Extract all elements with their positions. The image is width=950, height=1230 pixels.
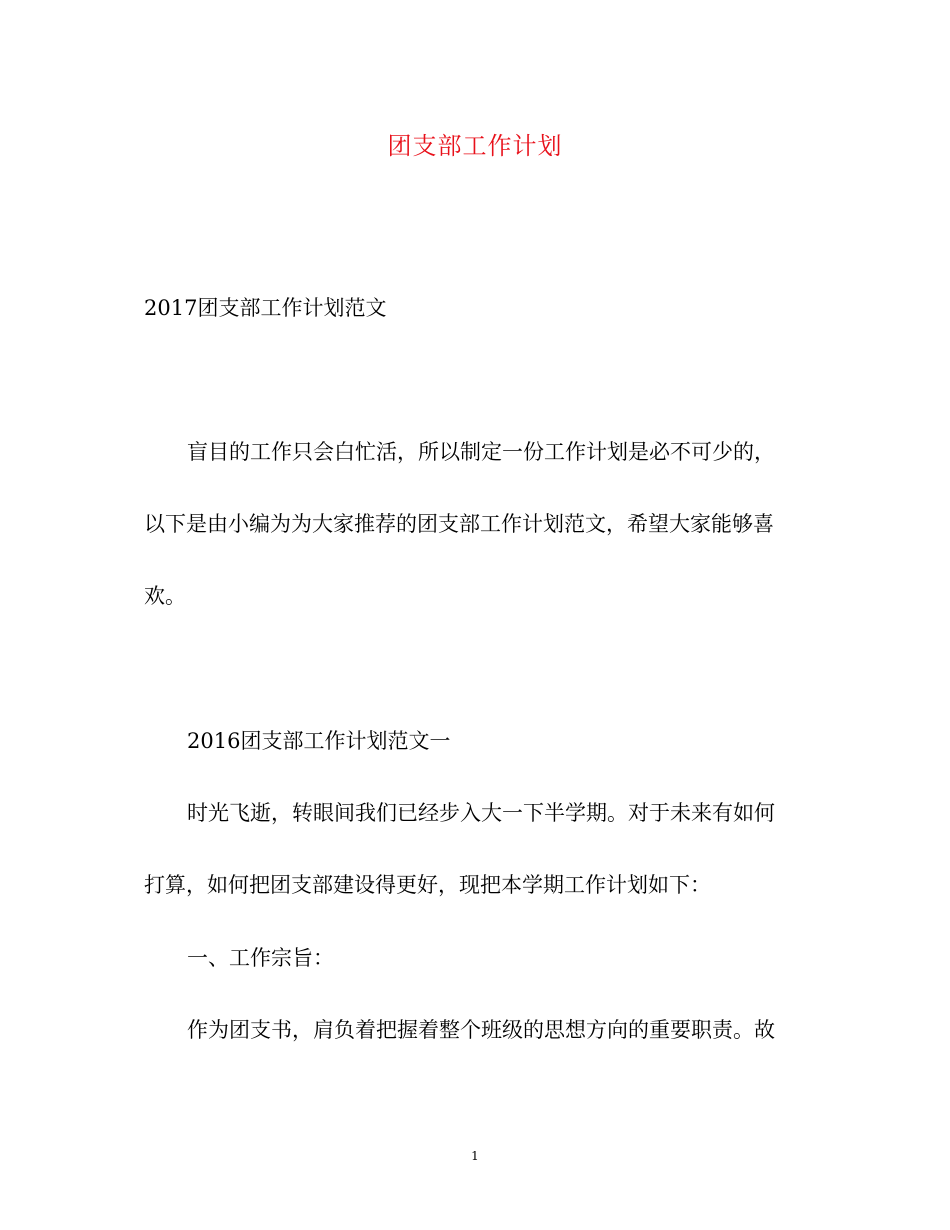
document-title: 团支部工作计划 <box>387 132 563 160</box>
document-subtitle: 2017团支部工作计划范文 <box>144 296 387 320</box>
body-line-1: 时光飞逝，转眼间我们已经步入大一下半学期。对于未来有如何 <box>187 801 775 825</box>
body-line-2: 打算，如何把团支部建设得更好，现把本学期工作计划如下： <box>144 873 711 897</box>
body-line-4: 作为团支书，肩负着把握着整个班级的思想方向的重要职责。故 <box>187 1018 775 1042</box>
page-number: 1 <box>471 1149 479 1163</box>
section-heading: 2016团支部工作计划范文一 <box>187 729 451 753</box>
body-line-3: 一、工作宗旨： <box>187 946 334 970</box>
intro-line-3: 欢。 <box>144 584 186 608</box>
intro-line-1: 盲目的工作只会白忙活，所以制定一份工作计划是必不可少的， <box>187 440 775 464</box>
intro-line-2: 以下是由小编为为大家推荐的团支部工作计划范文，希望大家能够喜 <box>144 512 774 536</box>
